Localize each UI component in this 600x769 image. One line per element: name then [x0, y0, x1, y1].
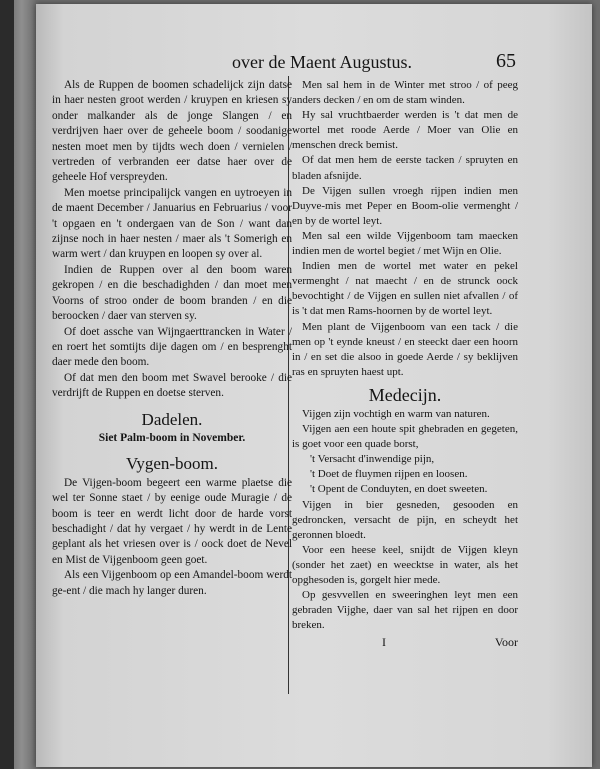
book-spine	[0, 0, 14, 769]
signature-mark: I	[382, 635, 386, 650]
paragraph: Men sal hem in de Winter met stroo / of peeg anders decken / en om de stam winden.	[292, 79, 518, 107]
remedy-line: 't Versacht d'inwendige pijn,	[310, 453, 435, 466]
paragraph: De Vijgen sullen vroegh rijpen indien men Duyve-mis met Peper en Boom-olie vermenght / en by de wortel leyt.	[292, 184, 518, 227]
paragraph: De Vijgen-boom begeert een warme plaetse die wel ter Sonne staet / by eenige oude Muragie / de boom is teer en werdt licht door de harde vorst beschadight / dat hy vergaet / hy werdt in de Lente geplant als het vriesen over is / oock doet de Nevel en Mist de Vijgenboom geen goet.	[52, 476, 292, 566]
paragraph: Indien de Ruppen over al den boom waren gekropen / en die beschadighden / dan moet men Voorns of stroo onder de boom branden / en die beroocken / daer van sterven sy.	[52, 263, 292, 323]
header-title: over de Maent Augustus.	[232, 52, 412, 72]
left-column	[52, 78, 292, 599]
remedy-paragraph: Vijgen in bier gesneden, gesooden en gedroncken, versacht de pijn, en scheydt het geronnen bloedt.	[292, 498, 518, 541]
paragraph: Men moetse principalijck vangen en uytroeyen in de maent December / Januarius en Februarius / voor 't opgaen en 't ondergaen van de Son / want dan zijnse noch in haer nesten / maer als 't Somerigh en warm wert / dan kruypen en loopen sy over al.	[52, 186, 292, 261]
section-heading-dadelen: Dadelen.	[141, 409, 203, 429]
remedy-line: 't Opent de Conduyten, en doet sweeten.	[310, 483, 488, 496]
remedy-line: Vijgen aen een houte spit ghebraden en gegeten, is goet voor een quade borst,	[292, 423, 518, 451]
running-header	[66, 50, 516, 76]
paragraph: Of dat men hem de eerste tacken / spruyten en bladen afsnijde.	[292, 154, 518, 182]
paragraph: Indien men de wortel met water en pekel vermenght / nat maecht / en de strunck oock bevochtight / de Vijgen en sullen niet afvallen / of is 't dat men Rams-hoornen by de wortel leyt.	[292, 260, 518, 318]
remedy-paragraph: Op gesvvellen en sweeringhen leyt men een gebraden Vijghe, daer van sal het rijpen en door breken.	[292, 589, 518, 632]
catchword: Voor	[494, 635, 518, 650]
right-column	[292, 78, 518, 650]
paragraph: Men plant de Vijgenboom van een tack / die men op 't eynde kneust / en steeckt daer een hoorn in / en set die alsoo in goede Aerde / sy beklijven ras en spruyten haest upt.	[292, 320, 518, 378]
cross-reference: Siet Palm-boom in November.	[98, 431, 246, 444]
paragraph: Men sal een wilde Vijgenboom tam maecken indien men de wortel begiet / met Wijn en Olie.	[292, 229, 518, 258]
remedy-paragraph: Voor een heese keel, snijdt de Vijgen kleyn (sonder het zaet) en weecktse in water, als het opghesoden is, gorgelt hier mede.	[292, 543, 518, 586]
section-heading-vygen-boom: Vygen-boom.	[125, 454, 219, 474]
page-number: 65	[496, 50, 516, 72]
paragraph: Hy sal vruchtbaerder werden is 't dat men de wortel met roode Aerde / Moer van Olie en menschen dreck bemist.	[292, 109, 518, 152]
section-heading-medecijn: Medecijn.	[368, 384, 442, 405]
paragraph: Of doet assche van Wijngaerttrancken in Water / en roert het somtijts dije dagen om / en besprenght daer mede den boom.	[52, 325, 292, 369]
paragraph: Als de Ruppen de boomen schadelijck zijn datse in haer nesten groot werden / kruypen en kriesen sy onder malkander als de jonge Slangen / en verdrijven haer over de geheele boom / soodanige nesten moet men by tijdts wech doen / vernielen / vertreden of verbranden eer datse haer over de geheele Hof verspreyden.	[52, 79, 292, 184]
page-footer	[292, 635, 518, 650]
remedy-line: 't Doet de fluymen rijpen en loosen.	[310, 468, 468, 481]
remedy-intro: Vijgen zijn vochtigh en warm van naturen.	[302, 407, 490, 420]
paragraph: Of dat men den boom met Swavel berooke / die verdrijft de Ruppen en doetse sterven.	[52, 371, 292, 400]
paragraph: Als een Vijgenboom op een Amandel-boom werdt ge-ent / die mach hy langer duren.	[52, 569, 292, 597]
